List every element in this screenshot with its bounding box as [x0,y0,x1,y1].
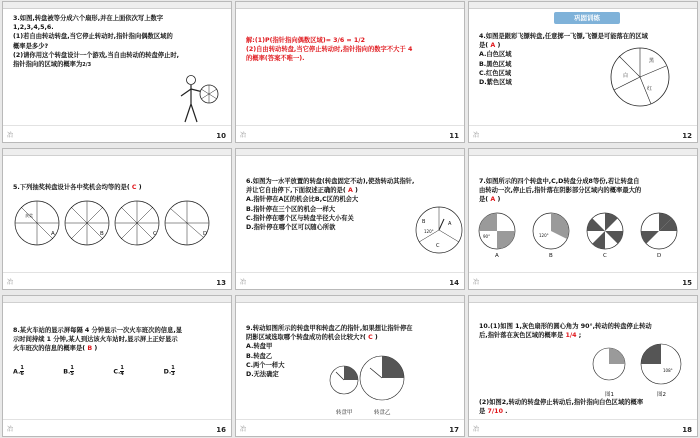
text-line: 6.如图为一水平放置的转盘(转盘固定不动),使劲转动其指针, [246,178,415,185]
footer-mark: 冶 [7,426,14,433]
option-a: A.白色区域 [479,51,512,59]
answer-fraction: 7/10 [487,408,503,416]
slide-thumbnail-15[interactable] [468,148,698,290]
slide-thumbnail-14[interactable] [235,148,465,290]
option-label: A [51,231,55,237]
spinner-a [15,201,59,245]
slide-number: 12 [682,132,692,140]
prize-label: 获奖 [25,213,33,218]
text-line: 10.(1)如图 1,灰色扇形的圆心角为 90°,转动的转盘停止转动 [479,323,652,330]
text-line: 并让它自由停下,下面叙述正确的是( [246,187,346,195]
dartboard-pie-chart [609,46,671,108]
fraction: 2/3 [82,62,92,69]
text-line: 8.某火车站的显示屏每隔 4 分钟显示一次火车班次的信息,显 [13,327,183,334]
text-line: (2)如图2,转动的转盘停止转动后,指针指向白色区域的概率 [479,399,644,406]
option-label: D [203,231,208,237]
figure-2 [641,344,681,384]
caption: 图1 [605,392,614,398]
option-b: B.黑色区域 [479,60,512,68]
slide-thumbnail-16[interactable] [2,295,232,437]
slide-number: 17 [449,426,459,434]
figure-1 [593,348,625,380]
slide-thumbnail-12[interactable] [468,1,698,143]
option-a: A.指针停在A区的机会比B,C区的机会大 [246,196,359,204]
slide-footer [469,419,697,436]
text-line: 指针指向的区域的概率为 [13,61,83,69]
footer-mark: 冶 [240,279,247,286]
text-line: (2)自由转动转盘,当它停止转动时,指针指向的数字不大于 4 [246,46,413,54]
option-label: B [100,231,104,237]
question-text: 10.(1)如图 1,灰色扇形的圆心角为 90°,转动的转盘停止转动 后,指针落在灰色区域的概率是 1/4 ; [479,323,652,340]
footer-mark: 冶 [240,426,247,433]
region-label: C [436,243,440,249]
slide-header-band [469,149,697,156]
footer-mark: 冶 [240,132,247,139]
caption: 转盘乙 [374,410,391,416]
angle-label: 108° [663,368,673,373]
pie-label: 红 [647,86,653,92]
slide-footer [236,125,464,142]
text-line: 由转动一次,停止后,指针落在阴影部分区域内的概率最大的 [479,187,642,195]
slide-number: 15 [682,279,692,287]
answer-choice: A [490,196,496,204]
text-line: (2)请你用这个转盘设计一个游戏,当自由转动的转盘停止时, [13,51,180,59]
answer-text [246,36,412,64]
answer-choice: B [87,345,93,353]
region-label: A [448,221,452,227]
option-a: A.转盘甲 [246,343,273,351]
question-text: 6.如图为一水平放置的转盘(转盘固定不动),使劲转动其指针, 并让它自由停下,下面叙述正确的是( A ) A.指针停在A区的机会比B,C区的机会大 B.指针停在三个区的机会一样大 C.指针停在哪个区与转盘半径大小有关 D.指针停在哪个区可以随心所欲 [246,178,415,232]
spinner-b [65,201,109,245]
spinner-c [587,213,623,249]
slide-thumbnail-17[interactable] [235,295,465,437]
option-label: D [657,253,662,259]
slide-footer [236,419,464,436]
slide-footer [3,419,231,436]
spinner-options [13,199,213,253]
slide-footer [236,272,464,289]
question-text-2: (2)如图2,转动的转盘停止转动后,指针指向白色区域的概率 是 7/10 . [479,399,644,416]
region-label: B [422,219,426,225]
slide-header-band [3,296,231,303]
turntable-diagram [414,205,464,255]
option-label: C [603,253,607,259]
option-b: B.转盘乙 [246,352,273,360]
slide-thumbnail-13[interactable] [2,148,232,290]
text-line: 示时间持续 1 分钟,某人到达该火车站时,显示屏上正好显示 [13,336,178,344]
slide-thumbnail-18[interactable] [468,295,698,437]
option-d: D.无法确定 [246,371,279,379]
option-c: C. $\frac{1}{4}$ [113,365,124,377]
option-b: B. $\frac{1}{5}$ [63,365,74,377]
option-c: C.指针停在哪个区与转盘半径大小有关 [246,214,354,222]
text-line: 是( [479,42,489,50]
slide-number: 10 [216,132,226,140]
pie-label: 黑 [649,58,655,64]
slide-number: 18 [682,426,692,434]
spinner-c [115,201,159,245]
caption: 图2 [657,392,666,398]
slide-header-band [236,2,464,9]
text-line: 7.如图所示的四个转盘中,C,D转盘分成8等份,若让转盘自 [479,178,640,185]
footer-mark: 冶 [473,426,480,433]
spinner-d [165,201,209,245]
option-label: C [153,231,157,237]
text-line: 3.如图,转盘被等分成六个扇形,并在上面依次写上数字 [13,15,164,22]
answer-choice: C [131,184,137,191]
question-text [13,14,179,70]
question-text: 5.下列抽奖转盘设计各中奖机会均等的是( C ) [13,184,142,191]
question-text: 8.某火车站的显示屏每隔 4 分钟显示一次火车班次的信息,显 示时间持续 1 分钟,某人到达该火车站时,显示屏上正好显示 火车班次的信息的概率是( B ) [13,327,183,353]
text-line: 后,指针落在灰色区域的概率是 [479,332,564,340]
spinner-d [641,213,677,249]
question-text: 4.如图是跟彩飞镖转盘,任意掷一飞镖,飞镖是可能落在的区域 是( A ) A.白色区域 B.黑色区域 C.红色区域 D.紫色区域 [479,33,648,87]
spinner-b [533,213,569,249]
answer-fraction: 1/4 [565,332,577,340]
option-d: D.紫色区域 [479,79,512,87]
text-line: 1,2,3,4,5,6. [13,24,54,32]
child-with-spinner-illustration [171,74,221,126]
slide-number: 14 [449,279,459,287]
slide-thumbnail-11[interactable] [235,1,465,143]
question-text: 9.转动如图所示的转盘甲和转盘乙的指针,如果想让指针停在 阴影区域选取哪个转盘成功的机会比较大?( C ) A.转盘甲 B.转盘乙 C.两个一样大 D.无法确定 [246,325,413,379]
text-line: 阴影区域选取哪个转盘成功的机会比较大?( [246,334,366,342]
spinner-jia [330,366,358,394]
option-d: D. $\frac{1}{3}$ [163,365,175,377]
slide-footer [3,272,231,289]
option-d: D.指针停在哪个区可以随心所欲 [246,224,336,232]
angle-label: 90° [483,234,491,239]
option-label: A [495,253,499,259]
slide-thumbnail-10[interactable] [2,1,232,143]
footer-mark: 冶 [473,279,480,286]
options-row [13,366,212,377]
text-line: 解:(1)P(指针指向偶数区域)= 3/6 = 1/2 [246,37,365,44]
option-c: C.红色区域 [479,69,512,77]
spinner-jia-yi [326,354,406,408]
angle-label: 120° [424,229,434,234]
footer-mark: 冶 [7,279,14,286]
option-label: B [549,253,553,259]
text-line: 是 [479,408,486,416]
slide-header-band [236,149,464,156]
answer-choice: A [347,187,353,195]
slide-number: 13 [216,279,226,287]
spinner-yi [360,356,404,400]
figure-spinners [589,342,689,388]
option-c: C.两个一样大 [246,361,285,369]
footer-mark: 冶 [7,132,14,139]
slide-header-band [469,2,697,9]
footer-mark: 冶 [473,132,480,139]
option-b: B.指针停在三个区的机会一样大 [246,205,336,213]
answer-choice: A [490,42,496,50]
slide-header-band [3,149,231,156]
angle-label: 120° [539,233,549,238]
text-line: 概率是多少? [13,42,49,50]
slide-header-band [469,296,697,303]
answer-choice: C [368,334,373,342]
option-a: A. $\frac{1}{6}$ [13,365,24,377]
slide-footer [469,125,697,142]
slide-number: 11 [449,132,459,140]
slide-header-band [3,2,231,9]
text-line: 9.转动如图所示的转盘甲和转盘乙的指针,如果想让指针停在 [246,325,413,332]
slide-header-band [236,296,464,303]
spinner-a [479,213,515,249]
caption: 转盘甲 [336,410,353,416]
section-tag: 巩固训练 [554,12,620,24]
slide-number: 16 [216,426,226,434]
slide-footer [3,125,231,142]
question-text: 7.如图所示的四个转盘中,C,D转盘分成8等份,若让转盘自 由转动一次,停止后,指针落在阴影部分区域内的概率最大的 是( A ) [479,178,642,204]
slide-footer [469,272,697,289]
text-line: 4.如图是跟彩飞镖转盘,任意掷一飞镖,飞镖是可能落在的区域 [479,33,648,40]
shaded-spinners [477,211,691,251]
text-line: 是( [479,196,489,204]
text-line: 5.下列抽奖转盘设计各中奖机会均等的是( [13,184,130,191]
pie-label: 白 [623,73,629,79]
text-line: 的概率(答案不唯一). [246,55,305,63]
text-line: 火车班次的信息的概率是( [13,345,86,353]
text-line: (1)若自由转动转盘,当它停止转动时,指针指向偶数区域的 [13,33,173,41]
